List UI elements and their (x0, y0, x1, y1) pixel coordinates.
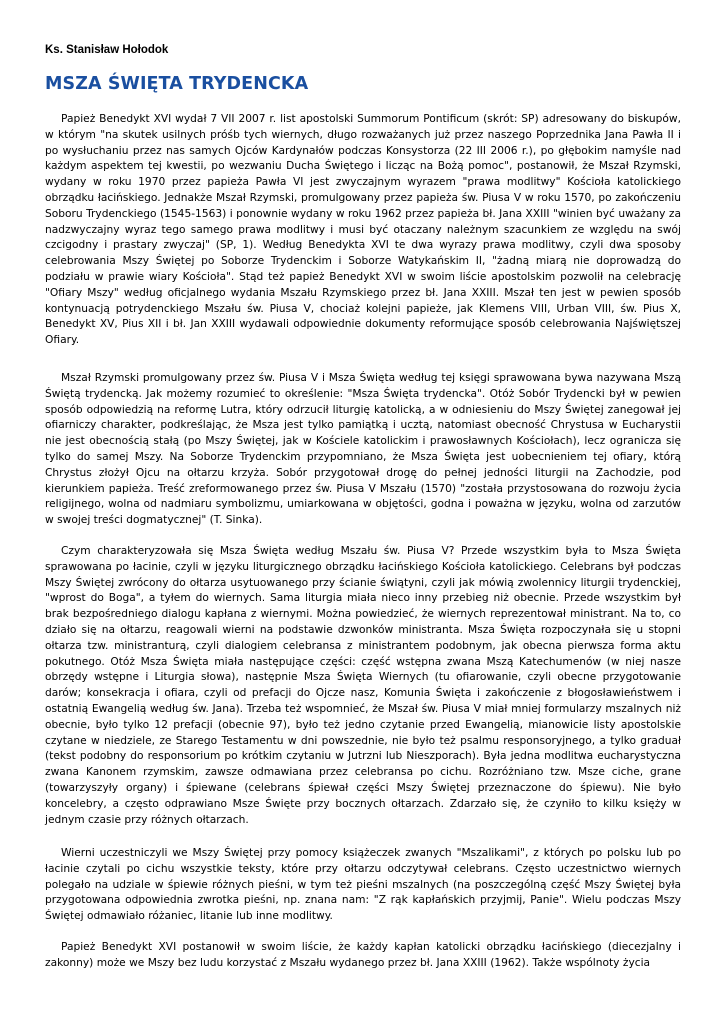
document-title: MSZA ŚWIĘTA TRYDENCKA (45, 74, 309, 94)
paragraph: Wierni uczestniczyli we Mszy Świętej przy pomocy książeczek zwanych "Mszalikami", z których po polsku lub po łacinie czytali po cichu wszystkie teksty, które przy ołtarzu odczytywał celebrans. Często uczestnictwo wiernych polegało na udziale w śpiewie różnych pieśni, w tym też pieśni mszalnych (na poszczególną część Mszy Świętej była przygotowana odpowiednia zwrotka pieśni, np. znana nam: "Z rąk kapłańskich przyjmij, Panie". Wielu podczas Mszy Świętej odmawiało różaniec, litanie lub inne modlitwy. (45, 846, 681, 923)
paragraph: Papież Benedykt XVI wydał 7 VII 2007 r. list apostolski Summorum Pontificum (skrót: SP) adresowany do biskupów, w którym "na skutek usilnych próśb tych wiernych, długo rozważanych już przez naszego Poprzednika Jana Pawła II i po wysłuchaniu przez nas samych Ojców Kardynałów podczas Konsystorza (22 III 2006 r.), po głębokim namyśle nad każdym aspektem tej kwestii, po wezwaniu Ducha Świętego i licząc na Bożą pomoc", postanowił, że Mszał Rzymski, wydany w roku 1970 przez papieża Pawła VI jest zwyczajnym wyrazem "prawa modlitwy" Kościoła katolickiego obrządku łacińskiego. Jednakże Mszał Rzymski, promulgowany przez papieża św. Piusa V w roku 1570, po zakończeniu Soboru Trydenckiego (1545-1563) i ponownie wydany w roku 1962 przez papieża bł. Jana XXIII "winien być uważany za nadzwyczajny wyraz tego samego prawa modlitwy i musi być otaczany należnym szacunkiem ze względu na swój czcigodny i prastary zwyczaj" (SP, 1). Według Benedykta XVI te dwa wyrazy prawa modlitwy, czyli dwa sposoby celebrowania Mszy Świętej po Soborze Trydenckim i Soborze Watykańskim II, "żadną miarą nie doprowadzą do podziału w prawie wiary Kościoła". Stąd też papież Benedykt XVI w swoim liście apostolskim pozwolił na celebrację "Ofiary Mszy" według oficjalnego wydania Mszału Rzymskiego przez bł. Jana XXIII. Mszał ten jest w pewien sposób kontynuacją potrydenckiego Mszału św. Piusa V, chociaż kolejni papieże, jak Klemens VIII, Urban VIII, św. Pius X, Benedykt XV, Pius XII i bł. Jan XXIII wydawali odpowiednie dokumenty reformujące sposób celebrowania Najświętszej Ofiary. (45, 112, 681, 347)
paragraph: Papież Benedykt XVI postanowił w swoim liście, że każdy kapłan katolicki obrządku łacińskiego (diecezjalny i zakonny) może we Mszy bez ludu korzystać z Mszału wydanego przez bł. Jana XXIII (1962). Także wspólnoty życia (45, 940, 681, 969)
paragraph: Mszał Rzymski promulgowany przez św. Piusa V i Msza Święta według tej księgi sprawowana bywa nazywana Mszą Świętą trydencką. Jak możemy rozumieć to określenie: "Msza Święta trydencka". Otóż Sobór Trydencki był w pewien sposób odpowiedzią na reformę Lutra, który odrzucił liturgię katolicką, a w odniesieniu do Mszy Świętej zanegował jej ofiarniczy charakter, podkreślając, że Msza jest tylko pamiątką i ucztą, natomiast obecność Chrystusa w Eucharystii nie jest obecnością stałą (po Mszy Świętej, jak w Kościele katolickim i prawosławnych Kościołach), lecz ogranicza się tylko do samej Mszy. Na Soborze Trydenckim przypomniano, że Msza Święta jest uobecnieniem tej ofiary, którą Chrystus złożył Ojcu na ołtarzu krzyża. Sobór przygotował drogę do pełnej jedności liturgii na Zachodzie, pod kierunkiem papieża. Treść zreformowanego przez św. Piusa V Mszału (1570) "została przystosowana do rozwoju życia religijnego, wolna od nadmiaru symbolizmu, umiarkowana w objętości, godna i poważna w języku, wolna od zarzutów w swojej treści dogmatycznej" (T. Sinka). (45, 371, 681, 527)
author-name: Ks. Stanisław Hołodok (45, 44, 169, 56)
paragraph: Czym charakteryzowała się Msza Święta według Mszału św. Piusa V? Przede wszystkim była to Msza Święta sprawowana po łacinie, czyli w języku liturgicznego obrządku łacińskiego Kościoła katolickiego. Celebrans był podczas Mszy Świętej zwrócony do ołtarza usytuowanego przy ścianie świątyni, czyli jak mówią zwolennicy liturgii trydenckiej, "wprost do Boga", a tyłem do wiernych. Sama liturgia miała nieco inny przebieg niż obecnie. Przede wszystkim był brak bezpośredniego dialogu kapłana z wiernymi. Można powiedzieć, że wiernych reprezentował ministrant. Na to, co działo się na ołtarzu, reagowali wierni na podstawie dzwonków ministranta. Msza Święta rozpoczynała się u stopni ołtarza tzw. ministranturą, czyli dialogiem celebransa z ministrantem podobnym, jak obecna pierwsza forma aktu pokutnego. Otóż Msza Święta miała następujące części: część wstępna zwana Mszą Katechumenów (w niej nasze obrzędy wstępne i Liturgia słowa), następnie Msza Święta Wiernych (tu ofiarowanie, czyli obecne przygotowanie darów; konsekracja i ofiara, czyli od prefacji do Ojcze nasz, Komunia Święta i zakończenie z błogosławieństwem i ostatnią Ewangelią według św. Jana). Trzeba też wspomnieć, że Mszał św. Piusa V miał mniej formularzy mszalnych niż obecnie, było tylko 12 prefacji (obecnie 97), było też jedno czytanie przed Ewangelią, mianowicie listy apostolskie czytane w niedziele, ze Starego Testamentu w dni powszednie, nie było też psalmu responsoryjnego, a tylko graduał (tekst podobny do responsorium po krótkim czytaniu w Jutrzni lub Nieszporach). Była jedna modlitwa eucharystyczna zwana Kanonem rzymskim, zawsze odmawiana przez celebransa po cichu. Rozróżniano tzw. Msze ciche, grane (towarzyszyły organy) i śpiewane (celebrans śpiewał części Mszy Świętej przeznaczone do śpiewu). Nie było koncelebry, a często odprawiano Msze Święte przy bocznych ołtarzach. Zdarzało się, że czyniło to kilku księży w jednym czasie przy różnych ołtarzach. (45, 544, 681, 826)
